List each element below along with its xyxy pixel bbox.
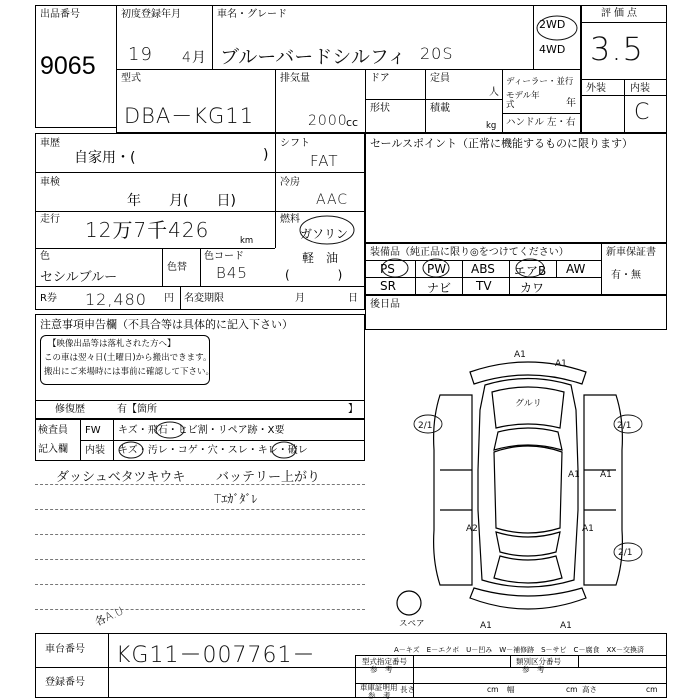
mileage-value: 12万7千426	[85, 218, 210, 242]
mark-right-door-front: A1	[568, 470, 580, 480]
score-value: 3.5	[590, 30, 644, 68]
length-label: 長さ	[400, 685, 415, 694]
capacity-label: 定員	[430, 73, 450, 84]
door-label: ドア	[370, 73, 390, 84]
remark-1: ダッシュベタツキウキ	[56, 470, 186, 485]
notice-line1: 【映像出品等は落札された方へ】	[48, 339, 176, 349]
model-year-unit: 年	[566, 98, 576, 109]
history-close: )	[263, 147, 269, 163]
mark-left-door-rear: A2	[466, 524, 478, 534]
first-reg-month: 4月	[182, 50, 207, 66]
shift-value: FAT	[310, 152, 339, 170]
mark-left-front: 2/1	[418, 421, 433, 431]
equip-leather: カワ	[520, 281, 545, 295]
reg-label: 登録番号	[45, 677, 85, 688]
first-reg-year: 19	[128, 44, 153, 65]
drive-2wd: 2WD	[539, 18, 566, 31]
color-value: セシルブルー	[40, 270, 118, 285]
damage-legend: A－キズ E－エクボ U－凹み W－補修跡 S－サビ C－腐食 XX－交換済	[394, 646, 645, 654]
equip-abs: ABS	[471, 262, 495, 276]
color-code-label: 色コード	[204, 251, 244, 262]
equip-ps: PS	[380, 262, 395, 276]
model-label: 型式	[121, 73, 141, 84]
displacement-unit: cc	[346, 116, 359, 129]
recycle-unit: 円	[164, 293, 174, 304]
recycle-value: 12,480	[85, 290, 147, 309]
fuel-paren: ( )	[285, 268, 343, 282]
color-label: 色	[40, 251, 50, 262]
first-reg-label: 初度登録年月	[121, 9, 181, 20]
lot-label: 出品番号	[40, 9, 80, 20]
displacement-value: 2000	[308, 113, 348, 129]
interior-items: キズ・汚レ・コゲ・穴・スレ・キレ・破レ	[118, 445, 308, 456]
sales-point-label: セールスポイント（正常に機能するものに限ります）	[370, 137, 634, 150]
interior-insp-label: 内装	[85, 445, 105, 456]
notice-line2: この車は翌々日(土曜日)から搬出できます。	[44, 353, 212, 363]
displacement-label: 排気量	[280, 73, 310, 84]
warranty-value: 有・無	[611, 270, 641, 281]
ac-value: AAC	[316, 192, 349, 208]
chassis-label: 車台番号	[45, 644, 85, 655]
fuel-value: ガソリン	[300, 227, 349, 241]
ac-label: 冷房	[280, 177, 300, 188]
shift-label: シフト	[280, 138, 310, 149]
lot-number: 9065	[40, 52, 96, 80]
remark-3: Tｴｶﾞﾀﾞﾚ	[214, 492, 258, 506]
length-unit: cm	[487, 685, 499, 694]
repair-close: 】	[348, 404, 358, 415]
aftermarket-box	[365, 295, 667, 330]
equip-pw: PW	[427, 262, 447, 276]
inspector-label-2: 記入欄	[38, 444, 68, 455]
load-unit: kg	[486, 121, 497, 131]
fw-items: キズ・飛石・ヒビ割・リペア跡・X要	[118, 425, 285, 436]
aftermarket-label: 後日品	[370, 299, 400, 310]
model-value: DBA－KG11	[124, 104, 255, 128]
mark-rear-right: A1	[560, 621, 572, 631]
grade: 20S	[420, 44, 454, 63]
height-label: 高さ	[582, 685, 597, 694]
remark-4: 各A.U	[92, 604, 126, 629]
cert-label: 車庫証明用	[360, 683, 398, 692]
mileage-unit: km	[240, 236, 254, 246]
interior-label: 内装	[630, 83, 650, 94]
chassis-value: KG11－007761－	[116, 643, 316, 668]
history-label: 車歴	[40, 138, 60, 149]
mark-hood: グルリ	[515, 399, 542, 409]
model-year-label: モデル年式	[506, 91, 540, 110]
class-no-ref: 参 考	[522, 665, 545, 674]
nameplate-month: 月	[295, 293, 305, 304]
nameplate-day: 日	[348, 293, 358, 304]
exterior-label: 外装	[586, 83, 606, 94]
equip-airbag: エアB	[514, 264, 547, 278]
spare-label: スペア	[399, 619, 425, 629]
type-no-ref: 参 考	[370, 665, 393, 674]
repair-value: 有【箇所	[117, 404, 157, 415]
width-unit: cm	[566, 685, 578, 694]
equipment-label: 装備品（純正品に限り◎をつけてください）	[370, 247, 569, 258]
recolor-label: 色替	[167, 262, 187, 273]
mileage-label: 走行	[40, 214, 60, 225]
history-value: 自家用・(	[74, 150, 136, 166]
car-name: ブルーバードシルフィ	[220, 46, 407, 68]
mark-right-rear: 2/1	[618, 548, 633, 558]
recycle-label: R券	[40, 293, 57, 304]
mark-front-right: A1	[555, 359, 567, 369]
fuel-label: 燃料	[280, 214, 300, 225]
warranty-label: 新車保証書	[606, 247, 656, 258]
mark-front-bumper: A1	[514, 350, 526, 360]
mark-right-door: A1	[600, 470, 612, 480]
equip-tv: TV	[476, 279, 492, 293]
notes-label: 注意事項申告欄（不具合等は具体的に記入下さい）	[40, 318, 293, 331]
height-unit: cm	[646, 685, 658, 694]
mark-rear-left: A1	[480, 621, 492, 631]
remark-2: バッテリー上がり	[216, 470, 321, 485]
capacity-unit: 人	[489, 87, 499, 98]
dealer-label: ディーラー・並行	[506, 77, 574, 87]
repair-label: 修復歴	[55, 404, 85, 415]
inspection-value: 年 月( 日)	[127, 193, 236, 209]
car-name-label: 車名・グレード	[217, 9, 287, 20]
equip-sr: SR	[380, 279, 396, 293]
fuel-diesel: 軽 油	[302, 251, 339, 265]
equip-navi: ナビ	[427, 281, 452, 295]
width-label: 幅	[507, 685, 515, 694]
cert-ref: 参 考	[368, 691, 391, 700]
inspection-label: 車検	[40, 177, 60, 188]
interior-grade: C	[634, 100, 651, 125]
mark-right-door-rear: A1	[582, 524, 594, 534]
drive-4wd: 4WD	[539, 43, 566, 56]
equip-aw: AW	[566, 262, 586, 276]
type-no-label: 型式指定番号	[362, 657, 407, 666]
inspector-label-1: 検査員	[38, 425, 68, 436]
load-label: 積載	[430, 103, 450, 114]
mark-right-front: 2/1	[617, 421, 632, 431]
class-no-label: 類別区分番号	[516, 657, 561, 666]
shape-label: 形状	[370, 103, 390, 114]
handle-label: ハンドル 左・右	[506, 117, 576, 128]
color-code: B45	[216, 264, 248, 282]
fw-label: FW	[85, 425, 101, 436]
nameplate-label: 名変期限	[184, 293, 224, 304]
notice-line3: 搬出にご来場時には事前に確認して下さい。	[44, 367, 215, 377]
score-label: 評価点	[601, 8, 640, 19]
